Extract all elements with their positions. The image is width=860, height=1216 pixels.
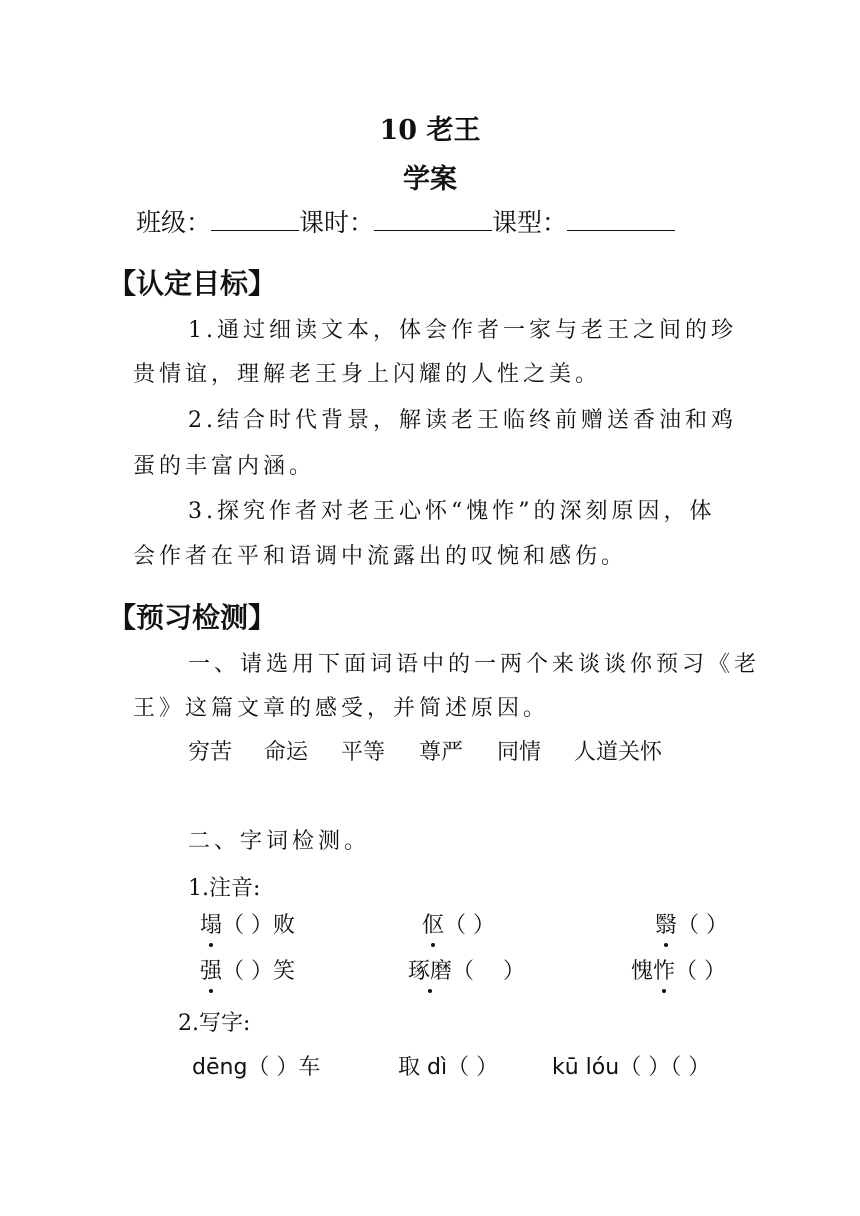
word-option: 穷苦 [188,740,233,765]
class-label: 班级： [136,208,212,237]
dotted-char: 琢磨 [408,959,453,984]
page-title: 10 老王 [379,115,481,146]
type-blank[interactable] [567,204,675,231]
goal-line-1: 1.通过细读文本，体会作者一家与老王之间的珍 [188,318,737,343]
pinyin-item[interactable]: 伛（ ） [422,913,496,938]
goal-line-6: 会作者在平和语调中流露出的叹惋和感伤。 [133,544,628,569]
pinyin-text: kū lóu [552,1055,620,1080]
writing-item[interactable]: 取 dì（ ） [398,1055,499,1080]
pinyin-item[interactable]: 琢磨（ ） [408,959,526,984]
preview-heading: 【预习检测】 [108,601,277,634]
word-option: 同情 [497,740,542,765]
dotted-char: 强 [200,959,223,984]
class-blank[interactable] [211,204,299,231]
writing-label: 2.写字: [178,1011,251,1036]
q2-heading: 二、字词检测。 [188,829,371,854]
goals-heading: 【认定目标】 [108,267,277,300]
pinyin-text: dì [427,1055,448,1080]
word-option: 命运 [264,740,309,765]
goal-line-2: 贵情谊，理解老王身上闪耀的人性之美。 [133,362,602,387]
goal-line-3: 2.结合时代背景，解读老王临终前赠送香油和鸡 [188,408,737,433]
q1-line-2: 王》这篇文章的感受，并简述原因。 [133,696,550,721]
pinyin-text: dēng [192,1055,248,1080]
word-option: 人道关怀 [574,740,663,765]
pinyin-item[interactable]: 塌（ ）败 [200,913,296,938]
info-bar [136,203,675,239]
type-label: 课型： [492,208,568,237]
pinyin-item[interactable]: 强（ ）笑 [200,959,296,984]
dotted-char: 怍 [653,959,676,984]
period-blank[interactable] [374,204,492,231]
q1-line-1: 一、请选用下面词语中的一两个来谈谈你预习《老 [188,652,761,677]
pinyin-label: 1.注音: [188,876,261,901]
dotted-char: 伛 [422,913,445,938]
pinyin-item[interactable]: 愧怍（ ） [631,959,727,984]
page-subtitle: 学案 [403,164,457,195]
dotted-char: 塌 [200,913,223,938]
dotted-char: 翳 [655,913,678,938]
word-option: 平等 [341,740,386,765]
writing-item[interactable]: kū lóu（ ）（ ） [552,1055,711,1080]
writing-item[interactable]: dēng（ ）车 [192,1055,321,1080]
pinyin-item[interactable]: 翳（ ） [655,913,729,938]
goal-line-5: 3.探究作者对老王心怀“愧怍”的深刻原因，体 [188,499,716,524]
word-option: 尊严 [419,740,464,765]
period-label: 课时： [299,208,375,237]
goal-line-4: 蛋的丰富内涵。 [133,454,316,479]
